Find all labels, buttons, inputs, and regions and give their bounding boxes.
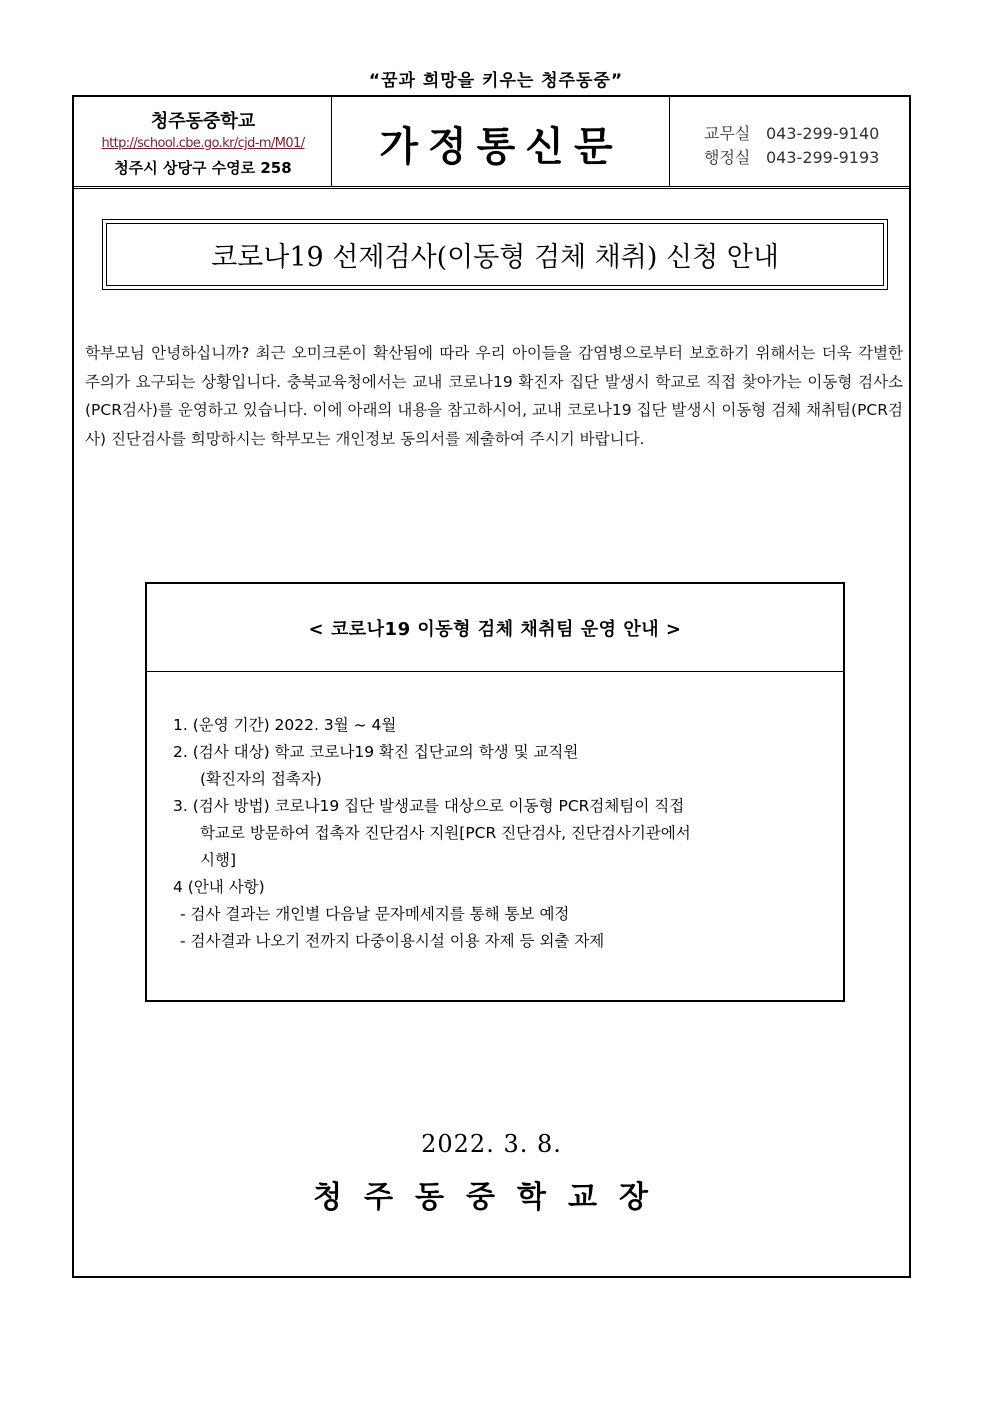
notice-title-box bbox=[102, 219, 888, 290]
list-item-continuation: 학교로 방문하여 접촉자 진단검사 지원[PCR 진단검사, 진단검사기관에서 bbox=[200, 824, 691, 842]
newsletter-frame bbox=[72, 95, 911, 1278]
school-address: 청주시 상당구 수영로 258 bbox=[114, 159, 292, 177]
list-item: 2. (검사 대상) 학교 코로나19 확진 집단교의 학생 및 교직원 bbox=[173, 743, 579, 761]
school-info bbox=[74, 97, 332, 186]
school-url-link[interactable]: http://school.cbe.go.kr/cjd-m/M01/ bbox=[101, 136, 305, 151]
phone-label: 교무실 bbox=[704, 124, 751, 143]
phone-number: 043-299-9193 bbox=[766, 148, 880, 167]
phone-number: 043-299-9140 bbox=[766, 124, 880, 143]
list-item: 3. (검사 방법) 코로나19 집단 발생교를 대상으로 이동형 PCR검체팀이 직접 bbox=[173, 797, 685, 815]
list-item-continuation: (확진자의 접촉자) bbox=[200, 770, 322, 788]
phone-admin-office bbox=[704, 145, 879, 168]
paper-title: 가정통신문 bbox=[379, 124, 623, 170]
school-name: 청주동중학교 bbox=[150, 111, 256, 132]
list-subitem: - 검사 결과는 개인별 다음날 문자메세지를 통해 통보 예정 bbox=[180, 905, 570, 923]
list-item-continuation: 시행] bbox=[200, 851, 236, 869]
phone-label: 행정실 bbox=[704, 148, 751, 167]
list-item: 4 (안내 사항) bbox=[173, 878, 265, 896]
list-item: 1. (운영 기간) 2022. 3월 ~ 4월 bbox=[173, 716, 397, 734]
notice-title: 코로나19 선제검사(이동형 검체 채취) 신청 안내 bbox=[106, 223, 884, 286]
phone-academic-office bbox=[704, 121, 879, 144]
intro-paragraph: 학부모님 안녕하십니까? 최근 오미크론이 확산됨에 따라 우리 아이들을 감염병으로부터 보호하기 위해서는 더욱 각별한 주의가 요구되는 상황입니다. 충북교육청에서는 교내 코로나19 확진자 집단 발생시 학교로 직접 찾아가는 이동형 검사소(PCR검사)를 운영하고 있습니다. 이에 아래의 내용을 참고하시어, 교내 코로나19 집단 발생시 이동형 검체 채취팀(PCR검사) 진단검사를 희망하시는 학부모는 개인정보 동의서를 제출하여 주시기 바랍니다. bbox=[85, 344, 903, 448]
info-heading: < 코로나19 이동형 검체 채취팀 운영 안내 > bbox=[147, 584, 843, 672]
contact-info bbox=[670, 97, 909, 186]
paper-title-cell bbox=[332, 97, 670, 186]
info-box bbox=[145, 582, 845, 1002]
info-list bbox=[173, 712, 823, 955]
slogan: “꿈과 희망을 키우는 청주동중” bbox=[368, 71, 624, 91]
newsletter-header bbox=[74, 97, 909, 189]
signer: 청주동중학교장 bbox=[313, 1180, 670, 1215]
issue-date: 2022. 3. 8. bbox=[421, 1130, 562, 1158]
list-subitem: - 검사결과 나오기 전까지 다중이용시설 이용 자제 등 외출 자제 bbox=[180, 932, 605, 950]
